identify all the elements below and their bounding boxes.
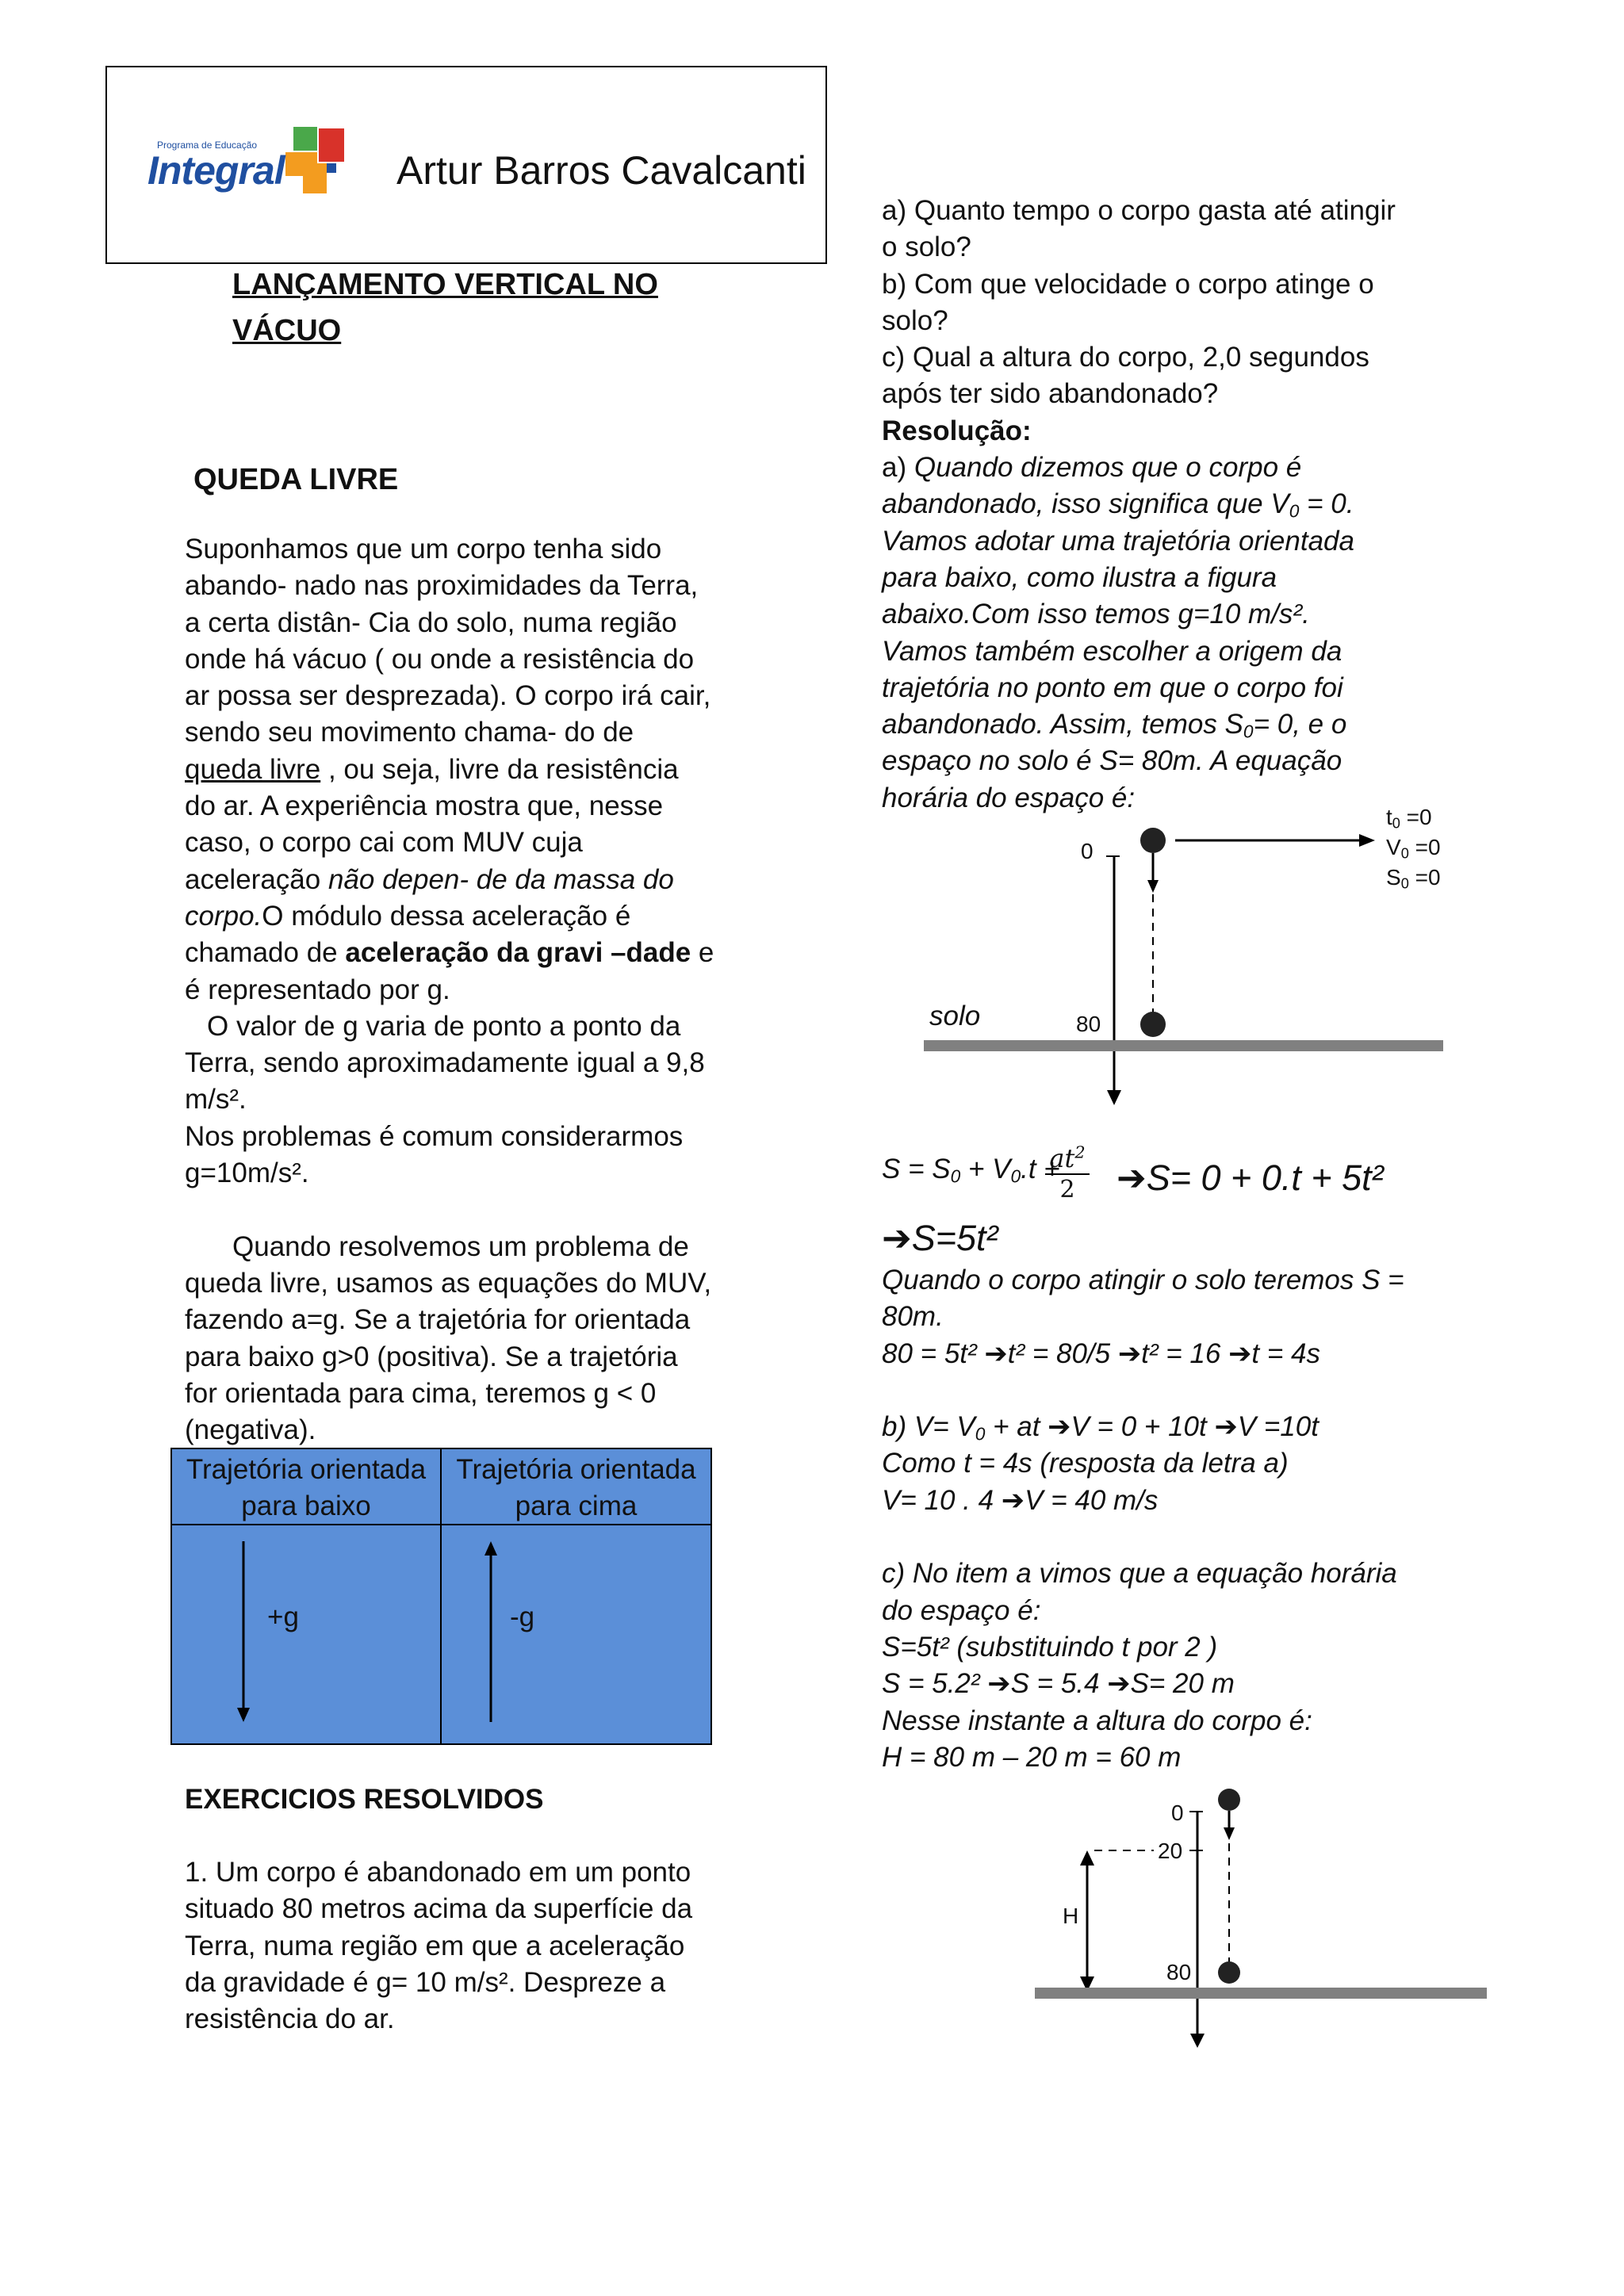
- text-line: horária do espaço é:: [882, 782, 1136, 813]
- text-span: b) V= V: [882, 1411, 975, 1443]
- text-line: [185, 862, 740, 898]
- text-line: resistência do ar.: [185, 2003, 395, 2035]
- eq-part: + V: [960, 1154, 1011, 1184]
- label-height-h: H: [1063, 1904, 1079, 1928]
- table-header-down: [172, 1449, 442, 1525]
- text-line: abaixo.Com isso temos g=10 m/s².: [882, 599, 1310, 630]
- text-line: Nesse instante a altura do corpo é:: [882, 1705, 1312, 1736]
- diagram-1-graphic: [912, 801, 1467, 1110]
- text-line: onde há vácuo ( ou onde a resistência do: [185, 643, 695, 675]
- text-span: O módulo dessa aceleração é: [262, 900, 631, 932]
- paragraph-intro: [185, 531, 740, 1448]
- text-line: Quando o corpo atingir o solo teremos S =: [882, 1265, 1404, 1295]
- text-line: [185, 752, 740, 788]
- table-header-text: Trajetória orientada: [186, 1454, 427, 1485]
- text-line: S = 5.2² ➔S = 5.4 ➔S= 20 m: [882, 1668, 1235, 1700]
- arrow-right-icon: ➔: [1116, 1158, 1147, 1198]
- label-solo: solo: [929, 1001, 981, 1031]
- text-line: [185, 898, 740, 935]
- logo-text: Integral: [147, 148, 285, 193]
- text-line: abando- nado nas proximidades da Terra,: [185, 570, 699, 602]
- eq-part: S = S: [882, 1154, 951, 1184]
- text-line: do espaço é:: [882, 1594, 1041, 1626]
- text-span: = 0.: [1299, 488, 1354, 520]
- text-line: é representado por g.: [185, 974, 450, 1005]
- text-span: aceleração: [185, 863, 328, 895]
- text-line: Quando resolvemos um problema de: [232, 1230, 689, 1262]
- text-line: do ar. A experiência mostra que, nesse: [185, 790, 664, 822]
- subscript: 0: [950, 1165, 961, 1187]
- equation-2: [882, 1218, 998, 1259]
- text-line: 1. Um corpo é abandonado em um ponto: [185, 1857, 691, 1888]
- text-line: sendo seu movimento chama- do de: [185, 717, 634, 748]
- subscript: 0: [1243, 721, 1254, 742]
- text-span: abandonado. Assim, temos S: [882, 709, 1243, 740]
- label-80: 80: [1166, 1960, 1192, 1984]
- free-fall-diagram-2: [1023, 1780, 1499, 2049]
- text-line: o solo?: [882, 232, 971, 263]
- eq-part: .t +: [1021, 1154, 1060, 1184]
- initial-t0: [1386, 802, 1441, 832]
- text-line: da gravidade é g= 10 m/s². Despreze a: [185, 1966, 666, 1998]
- text-line: ar possa ser desprezada). O corpo irá cair,: [185, 680, 711, 712]
- label-zero: 0: [1171, 1800, 1184, 1825]
- exercises-heading: EXERCICIOS RESOLVIDOS: [185, 1784, 544, 1815]
- numerator-text: at: [1049, 1143, 1075, 1173]
- superscript: 2: [1074, 1142, 1086, 1162]
- logo-small-text: Programa de Educação: [157, 140, 258, 151]
- table-header-text: Trajetória orientada: [456, 1454, 696, 1485]
- subscript: 0: [1392, 815, 1400, 832]
- section-heading-queda-livre: QUEDA LIVRE: [193, 463, 399, 496]
- fraction-at2-over-2: [1045, 1143, 1090, 1205]
- value: =0: [1408, 865, 1441, 890]
- table-header-text: para baixo: [241, 1490, 371, 1521]
- var-s: S: [1386, 865, 1401, 890]
- text-span: abandonado, isso significa que V: [882, 488, 1289, 520]
- table-cell-up: [442, 1525, 710, 1743]
- text-line: solo?: [882, 304, 948, 336]
- initial-v0: [1386, 832, 1441, 863]
- arrow-up-icon: [483, 1541, 499, 1724]
- text-span: a): [882, 452, 914, 484]
- text-line: para baixo, como ilustra a figura: [882, 561, 1277, 593]
- subscript: 0: [1400, 845, 1409, 862]
- trajectory-table: [170, 1448, 712, 1745]
- page-title-line2: VÁCUO: [232, 314, 342, 347]
- text-line: g=10m/s².: [185, 1158, 309, 1189]
- text-span: , ou seja, livre da resistência: [320, 753, 679, 785]
- italic-span: não depen- de da massa do: [327, 863, 674, 895]
- subscript: 0: [1010, 1165, 1021, 1187]
- text-line: caso, o corpo cai com MUV cuja: [185, 827, 583, 859]
- label-minus-g: -g: [510, 1601, 535, 1632]
- subscript: 0: [975, 1423, 986, 1445]
- text-span: = 0, e o: [1253, 709, 1347, 740]
- subscript: 0: [1289, 501, 1300, 522]
- text-line: O valor de g varia de ponto a ponto da: [207, 1010, 681, 1042]
- table-cell-down: [172, 1525, 442, 1743]
- table-header-up: [442, 1449, 710, 1525]
- bold-span: aceleração da gravi –dade: [345, 937, 691, 969]
- value: =0: [1400, 805, 1432, 829]
- equation-1: [882, 1151, 1060, 1188]
- blank-line: [882, 1519, 1548, 1556]
- italic-span: Quando dizemos que o corpo é: [914, 452, 1302, 484]
- text-line: Terra, numa região em que a aceleração: [185, 1930, 685, 1961]
- text-span: e: [691, 937, 714, 969]
- fraction-denominator: 2: [1059, 1176, 1075, 1203]
- text-line: [882, 450, 1532, 486]
- text-line: c) Qual a altura do corpo, 2,0 segundos: [882, 342, 1369, 373]
- text-line: c) No item a vimos que a equação horária: [882, 1558, 1397, 1590]
- questions: [882, 193, 1532, 817]
- exercise-1: [185, 1854, 740, 2038]
- table-header-text: para cima: [515, 1490, 638, 1521]
- text-line: para baixo g>0 (positiva). Se a trajetória: [185, 1341, 678, 1372]
- text-line: (negativa).: [185, 1414, 316, 1446]
- text-line: b) Com que velocidade o corpo atinge o: [882, 268, 1374, 300]
- text-line: a) Quanto tempo o corpo gasta até atingir: [882, 195, 1396, 226]
- label-80: 80: [1076, 1012, 1101, 1036]
- text-line: m/s².: [185, 1084, 247, 1115]
- blank-line: [882, 1372, 1548, 1409]
- underlined-term: queda livre: [185, 753, 321, 785]
- value: =0: [1408, 835, 1441, 859]
- initial-conditions: [1386, 802, 1441, 893]
- text-line: Como t = 4s (resposta da letra a): [882, 1448, 1289, 1479]
- text-line: Terra, sendo aproximadamente igual a 9,8: [185, 1047, 705, 1079]
- subscript: 0: [1400, 875, 1409, 892]
- text-line: V= 10 . 4 ➔V = 40 m/s: [882, 1484, 1159, 1516]
- eq-result: S=5t²: [911, 1218, 998, 1258]
- text-span: + at ➔V = 0 + 10t ➔V =10t: [985, 1411, 1319, 1443]
- free-fall-diagram-1: [912, 801, 1467, 1110]
- program-logo: [143, 111, 365, 206]
- italic-span: corpo.: [185, 900, 262, 932]
- text-line: Suponhamos que um corpo tenha sido: [185, 534, 662, 564]
- equation-1-result: [1116, 1158, 1384, 1199]
- text-line: espaço no solo é S= 80m. A equação: [882, 745, 1342, 777]
- var-t: t: [1386, 805, 1392, 829]
- text-line: S=5t² (substituindo t por 2 ): [882, 1631, 1218, 1663]
- text-line: Vamos adotar uma trajetória orientada: [882, 525, 1354, 557]
- eq-result: S= 0 + 0.t + 5t²: [1146, 1158, 1384, 1198]
- author-name: Artur Barros Cavalcanti: [396, 148, 806, 193]
- text-line: queda livre, usamos as equações do MUV,: [185, 1267, 712, 1299]
- text-line: 80 = 5t² ➔t² = 80/5 ➔t² = 16 ➔t = 4s: [882, 1337, 1320, 1369]
- text-line: Vamos também escolher a origem da: [882, 635, 1342, 667]
- diagram-2-graphic: [1023, 1780, 1499, 2049]
- text-line: [882, 706, 1532, 743]
- text-line: a certa distân- Cia do solo, numa região: [185, 607, 677, 638]
- text-line: [185, 935, 740, 971]
- initial-s0: [1386, 863, 1441, 893]
- text-line: Nos problemas é comum considerarmos: [185, 1120, 684, 1152]
- resolution-heading: Resolução:: [882, 415, 1032, 446]
- text-line: fazendo a=g. Se a trajetória for orientada: [185, 1304, 691, 1336]
- solutions: [882, 1262, 1548, 1776]
- text-span: chamado de: [185, 937, 346, 969]
- label-20: 20: [1158, 1839, 1183, 1863]
- text-line: após ter sido abandonado?: [882, 378, 1219, 410]
- page-title-line1: LANÇAMENTO VERTICAL NO: [232, 268, 658, 301]
- label-plus-g: +g: [267, 1601, 299, 1632]
- text-line: trajetória no ponto em que o corpo foi: [882, 672, 1343, 703]
- label-zero: 0: [1081, 839, 1094, 863]
- text-line: [882, 1409, 1548, 1445]
- var-v: V: [1386, 835, 1401, 859]
- text-line: for orientada para cima, teremos g < 0: [185, 1377, 657, 1409]
- text-line: [882, 486, 1532, 522]
- text-line: situado 80 metros acima da superfície da: [185, 1893, 693, 1925]
- text-line: H = 80 m – 20 m = 60 m: [882, 1741, 1182, 1773]
- blank-line: [185, 1192, 740, 1228]
- arrow-down-icon: [236, 1541, 251, 1724]
- fraction-numerator: [1045, 1143, 1090, 1175]
- text-line: 80m.: [882, 1301, 944, 1333]
- arrow-right-icon: ➔: [882, 1218, 912, 1258]
